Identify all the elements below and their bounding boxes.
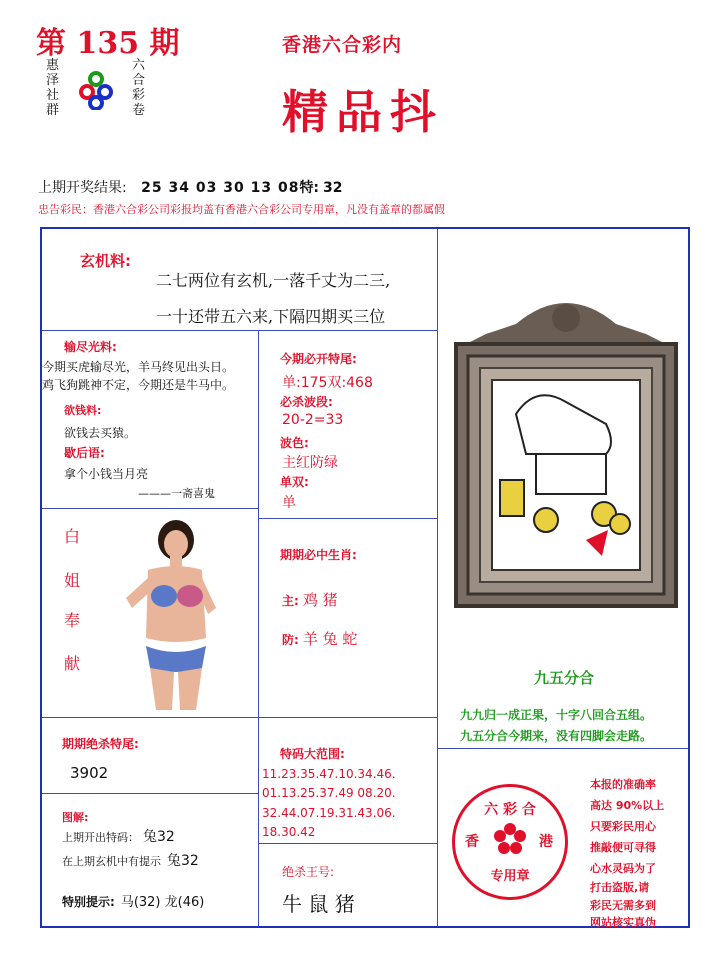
divider-mid-top: [258, 518, 437, 519]
issue-number: 第 135 期: [36, 26, 180, 61]
tujie-row1-value: 兔32: [143, 829, 175, 845]
frame-right: [688, 227, 690, 928]
fanwei-row-4: 18.30.42: [262, 825, 316, 839]
photo-text-4: 献: [64, 654, 81, 673]
xiehou-label: 歇后语:: [64, 446, 105, 460]
shujin-label: 输尽光料:: [64, 340, 117, 354]
danshuang-value: 单: [282, 495, 296, 511]
last-result: [38, 177, 343, 197]
lottery-logo-icon: [78, 70, 114, 110]
shengxiao-main: [282, 589, 338, 610]
model-photo: [118, 518, 218, 710]
xuanji-line2: 一十还带五六来,下隔四期买三位: [156, 307, 386, 326]
xuanji-line1: 二七两位有玄机,一落千丈为二三,: [156, 271, 391, 290]
divider-juesha: [42, 793, 258, 794]
result-special-label: 特:: [299, 180, 320, 196]
bose-value: 主红防绿: [282, 455, 338, 471]
tujie-row1: [62, 826, 175, 846]
bauhinia-icon: [492, 821, 528, 857]
accuracy-line-2: 高达 90%以上: [590, 799, 665, 812]
top-title: 香港六合彩内: [282, 34, 403, 56]
official-seal: [452, 784, 568, 900]
right-line2: 九五分合今期来，没有四脚会走路。: [460, 729, 653, 743]
danshuang-label: 单双:: [280, 475, 309, 489]
result-numbers: 25 34 03 30 13 08: [141, 180, 300, 196]
accuracy-line-6: 打击盗版,请: [590, 881, 650, 894]
shengxiao-main-value: 鸡 猪: [302, 591, 338, 609]
divider-xuanji: [42, 330, 437, 331]
shengxiao-fang-value: 羊 兔 蛇: [302, 630, 358, 648]
accuracy-line-8: 网站核实真伪: [590, 916, 656, 929]
ornate-frame-picture: [446, 284, 686, 614]
shengxiao-fang-label: 防:: [282, 633, 299, 647]
shujin-line1: 今期买虎输尽光，羊马终见出头日。: [42, 360, 235, 374]
bosha-label: 必杀波段:: [280, 395, 333, 409]
fanwei-label: 特码大范围:: [280, 747, 345, 761]
juesha-wang-value: 牛 鼠 猪: [282, 892, 355, 916]
seal-bottom-text: 专用章: [490, 869, 530, 884]
divider-col-right: [437, 229, 438, 926]
tujie-row2: [62, 850, 199, 870]
xuanji-label: 玄机料:: [80, 252, 131, 270]
photo-text-2: 姐: [64, 571, 81, 590]
yu-text: 欲钱去买猿。: [64, 426, 137, 440]
accuracy-line-5: 心水灵码为了: [590, 862, 656, 875]
seal-left-text: 香: [465, 834, 479, 850]
juesha-tewei-label: 期期绝杀特尾:: [62, 737, 139, 751]
big-title: 精品抖: [282, 85, 444, 139]
divider-mid-bottom: [258, 717, 437, 718]
tebie-tip: [62, 891, 204, 910]
right-caption: 九五分合: [534, 669, 595, 687]
shengxiao-main-label: 主:: [282, 594, 299, 608]
tujie-row2-value: 兔32: [167, 853, 199, 869]
juesha-wang-label: 绝杀王号:: [282, 865, 335, 879]
bose-label: 波色:: [280, 436, 309, 450]
photo-text-1: 白: [64, 527, 81, 546]
fanwei-row-3: 32.44.07.19.31.43.06.: [262, 806, 396, 820]
juesha-tewei-value: 3902: [70, 764, 109, 782]
tewei-dan: 单:175双:468: [282, 375, 373, 391]
left-vertical-text-2: 六合彩卷: [132, 58, 146, 118]
accuracy-line-1: 本报的准确率: [590, 778, 656, 791]
right-line1: 九九归一成正果，十字八回合五组。: [460, 708, 653, 722]
yu-label: 欲钱料:: [64, 404, 102, 417]
accuracy-line-4: 推敲便可寻得: [590, 841, 656, 854]
left-vertical-text-1: 惠泽社群: [46, 58, 60, 118]
xiehou-text: 拿个小钱当月亮: [64, 467, 149, 481]
result-special: 32: [323, 180, 343, 196]
shengxiao-fang: [282, 628, 357, 649]
accuracy-line-7: 彩民无需多到: [590, 899, 656, 912]
divider-fanwei: [258, 843, 437, 844]
tebie-label: 特别提示:: [62, 895, 115, 909]
bosha-value: 20-2=33: [282, 412, 344, 428]
shujin-line2: 鸡飞狗跳神不定，今期还是牛马中。: [42, 378, 235, 392]
accuracy-line-3: 只要彩民用心: [590, 820, 656, 833]
shengxiao-label: 期期必中生肖:: [280, 548, 357, 562]
xiehou-sign: ———一斋喜鬼: [138, 487, 215, 500]
seal-right-text: 港: [539, 834, 553, 850]
divider-photo-top: [42, 508, 258, 509]
divider-right-bottom: [437, 748, 688, 749]
photo-text-3: 奉: [64, 611, 81, 630]
fanwei-row-1: 11.23.35.47.10.34.46.: [262, 767, 396, 781]
notice-text: 忠告彩民：香港六合彩公司彩报均盖有香港六合彩公司专用章，凡没有盖章的都属假: [38, 203, 445, 216]
frame-top: [40, 227, 690, 229]
seal-top-text: 六 彩 合: [484, 802, 536, 818]
divider-col-mid: [258, 330, 259, 926]
divider-photo-bottom: [42, 717, 258, 718]
result-label: 上期开奖结果:: [38, 180, 127, 196]
frame-left: [40, 227, 42, 928]
tebie-value: 马(32) 龙(46): [120, 895, 205, 910]
tujie-label: 图解:: [62, 811, 89, 824]
tujie-row1-label: 上期开出特码：: [62, 831, 139, 844]
tewei-label: 今期必开特尾:: [280, 352, 357, 366]
tujie-row2-label: 在上期玄机中有提示: [62, 855, 161, 868]
fanwei-row-2: 01.13.25.37.49 08.20.: [262, 786, 396, 800]
